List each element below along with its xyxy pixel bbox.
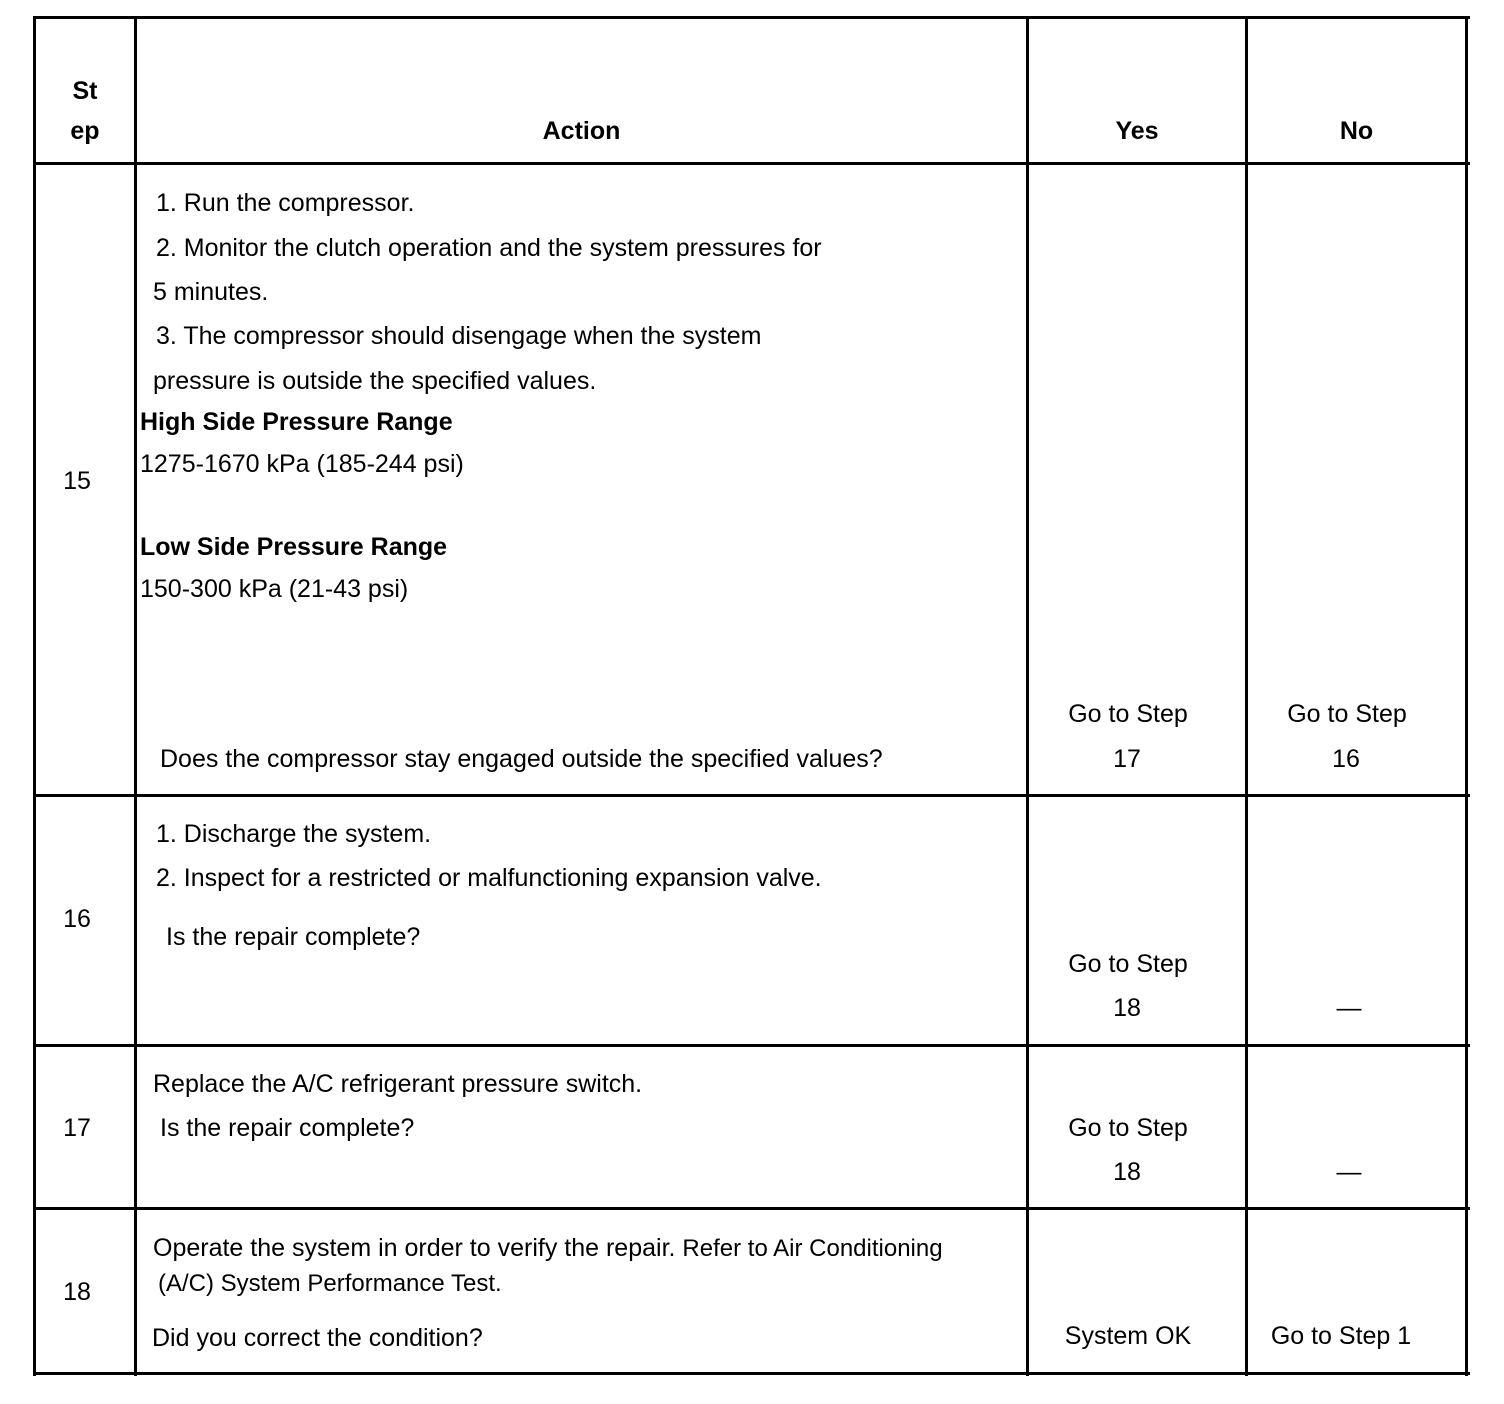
question-16: Is the repair complete? xyxy=(166,923,421,951)
table-border-bottom xyxy=(33,1372,1470,1375)
action-18-part1: Operate the system in order to verify the repair. xyxy=(153,1234,676,1262)
header-yes: Yes xyxy=(1115,117,1159,145)
action-15-item-3: 3. The compressor should disengage when the system xyxy=(156,322,762,350)
no-18: Go to Step 1 xyxy=(1270,1322,1412,1350)
action-17-item-1: Replace the A/C refrigerant pressure switch. xyxy=(153,1070,643,1098)
table-border-left xyxy=(33,16,36,1376)
no-15-line1: Go to Step xyxy=(1287,700,1407,728)
yes-17-line1: Go to Step xyxy=(1068,1114,1188,1142)
header-divider xyxy=(33,162,1470,165)
table-border-right xyxy=(1465,16,1468,1376)
no-15-line2: 16 xyxy=(1332,745,1360,773)
low-side-value: 150-300 kPa (21-43 psi) xyxy=(140,575,409,603)
action-16-item-2: 2. Inspect for a restricted or malfunctioning expansion valve. xyxy=(156,864,822,892)
question-17: Is the repair complete? xyxy=(160,1114,415,1142)
header-action: Action xyxy=(542,117,621,145)
question-18: Did you correct the condition? xyxy=(152,1324,483,1352)
yes-16-line1: Go to Step xyxy=(1068,950,1188,978)
yes-16-line2: 18 xyxy=(1113,994,1141,1022)
row-divider-17 xyxy=(33,1207,1470,1210)
row-divider-16 xyxy=(33,1044,1470,1047)
yes-15-line1: Go to Step xyxy=(1068,700,1188,728)
action-15-item-3-cont: pressure is outside the specified values. xyxy=(153,367,597,395)
no-17: — xyxy=(1336,1158,1362,1186)
action-18-line1 xyxy=(153,1233,943,1264)
high-side-value: 1275-1670 kPa (185-244 psi) xyxy=(140,450,464,478)
column-divider-step xyxy=(134,16,137,1376)
action-15-item-2-cont: 5 minutes. xyxy=(153,278,269,306)
yes-18: System OK xyxy=(1064,1322,1192,1350)
low-side-label: Low Side Pressure Range xyxy=(140,533,448,561)
yes-17-line2: 18 xyxy=(1113,1158,1141,1186)
question-15: Does the compressor stay engaged outside the specified values? xyxy=(160,745,883,773)
action-18-line2: (A/C) System Performance Test. xyxy=(158,1270,502,1297)
header-step-line1: St xyxy=(72,77,98,105)
header-step-line2: ep xyxy=(70,117,100,145)
action-16-item-1: 1. Discharge the system. xyxy=(156,820,432,848)
yes-15-line2: 17 xyxy=(1113,745,1141,773)
no-16: — xyxy=(1336,994,1362,1022)
action-15-item-2: 2. Monitor the clutch operation and the system pressures for xyxy=(156,234,822,262)
row-divider-15 xyxy=(33,794,1470,797)
header-no: No xyxy=(1339,117,1374,145)
action-15-item-1: 1. Run the compressor. xyxy=(156,189,415,217)
step-number-18: 18 xyxy=(63,1278,91,1306)
step-number-16: 16 xyxy=(63,905,91,933)
action-18-part2: Refer to Air Conditioning xyxy=(682,1235,943,1262)
step-number-17: 17 xyxy=(63,1114,91,1142)
table-border-top xyxy=(33,16,1470,19)
high-side-label: High Side Pressure Range xyxy=(140,408,453,436)
step-number-15: 15 xyxy=(63,467,91,495)
